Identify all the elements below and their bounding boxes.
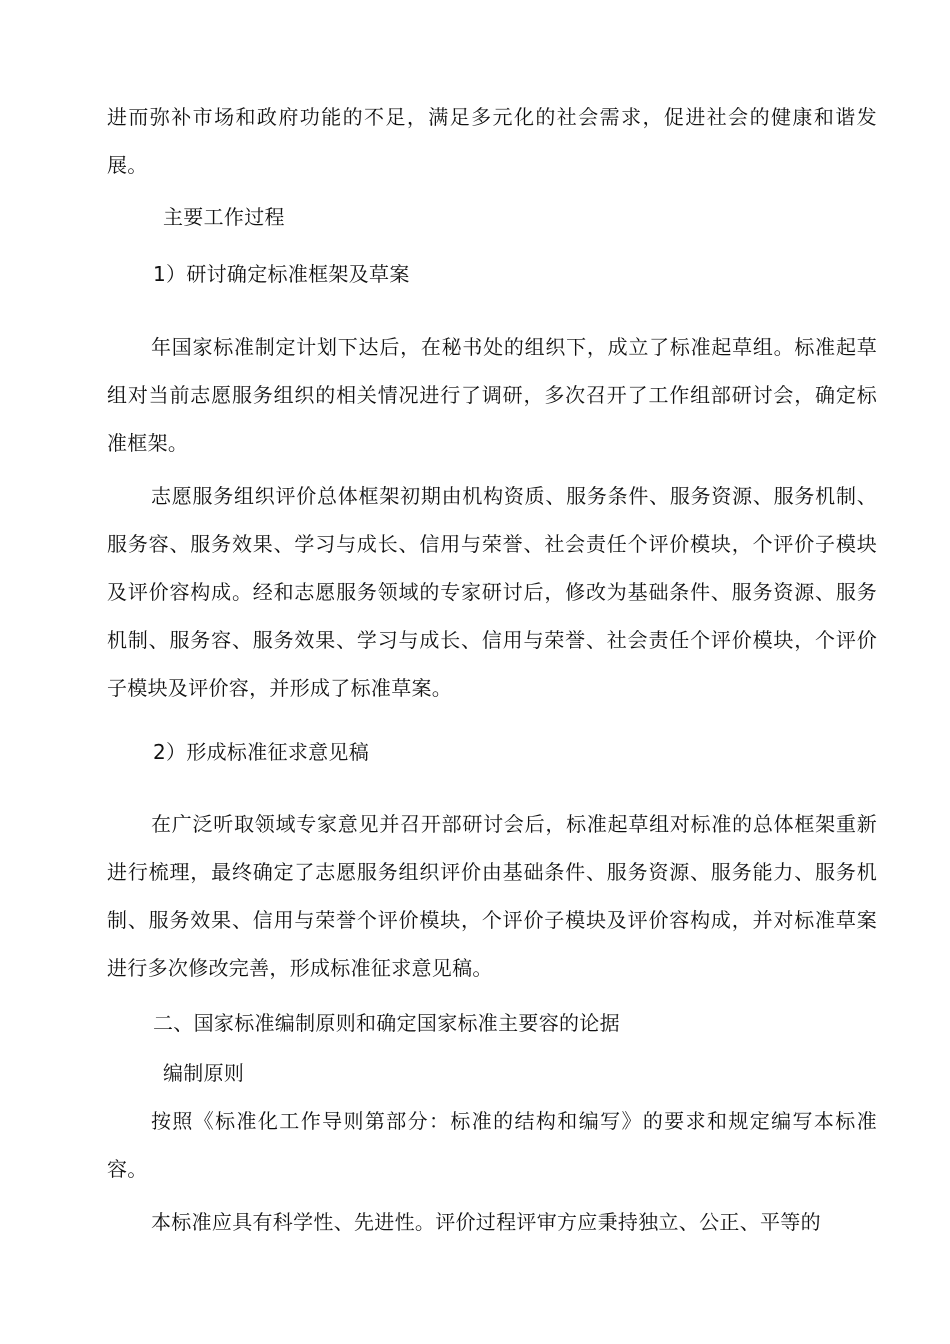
heading-step-1: 1）研讨确定标准框架及草案 — [153, 262, 410, 286]
paragraph-step-1-a: 年国家标准制定计划下达后，在秘书处的组织下，成立了标准起草组。标准起草组对当前志愿服务组织的相关情况进行了调研，多次召开了工作组部研讨会，确定标准框架。 — [107, 335, 877, 455]
paragraph-principle-b: 本标准应具有科学性、先进性。评价过程评审方应秉持独立、公正、平等的 — [151, 1210, 821, 1234]
heading-step-2: 2）形成标准征求意见稿 — [153, 740, 370, 764]
heading-main-process: 主要工作过程 — [163, 205, 285, 229]
paragraph-intro: 进而弥补市场和政府功能的不足，满足多元化的社会需求，促进社会的健康和谐发展。 — [107, 105, 877, 177]
paragraph-step-2: 在广泛听取领域专家意见并召开部研讨会后，标准起草组对标准的总体框架重新进行梳理，最终确定了志愿服务组织评价由基础条件、服务资源、服务能力、服务机制、服务效果、信用与荣誉个评价模块，个评价子模块及评价容构成，并对标准草案进行多次修改完善，形成标准征求意见稿。 — [107, 812, 877, 980]
heading-section-2: 二、国家标准编制原则和确定国家标准主要容的论据 — [153, 1011, 620, 1035]
paragraph-principle-a: 按照《标准化工作导则第部分：标准的结构和编写》的要求和规定编写本标准容。 — [107, 1109, 877, 1181]
paragraph-step-1-b: 志愿服务组织评价总体框架初期由机构资质、服务条件、服务资源、服务机制、服务容、服务效果、学习与成长、信用与荣誉、社会责任个评价模块，个评价子模块及评价容构成。经和志愿服务领域的专家研讨后，修改为基础条件、服务资源、服务机制、服务容、服务效果、学习与成长、信用与荣誉、社会责任个评价模块，个评价子模块及评价容，并形成了标准草案。 — [107, 484, 877, 700]
heading-principle: 编制原则 — [163, 1061, 245, 1085]
